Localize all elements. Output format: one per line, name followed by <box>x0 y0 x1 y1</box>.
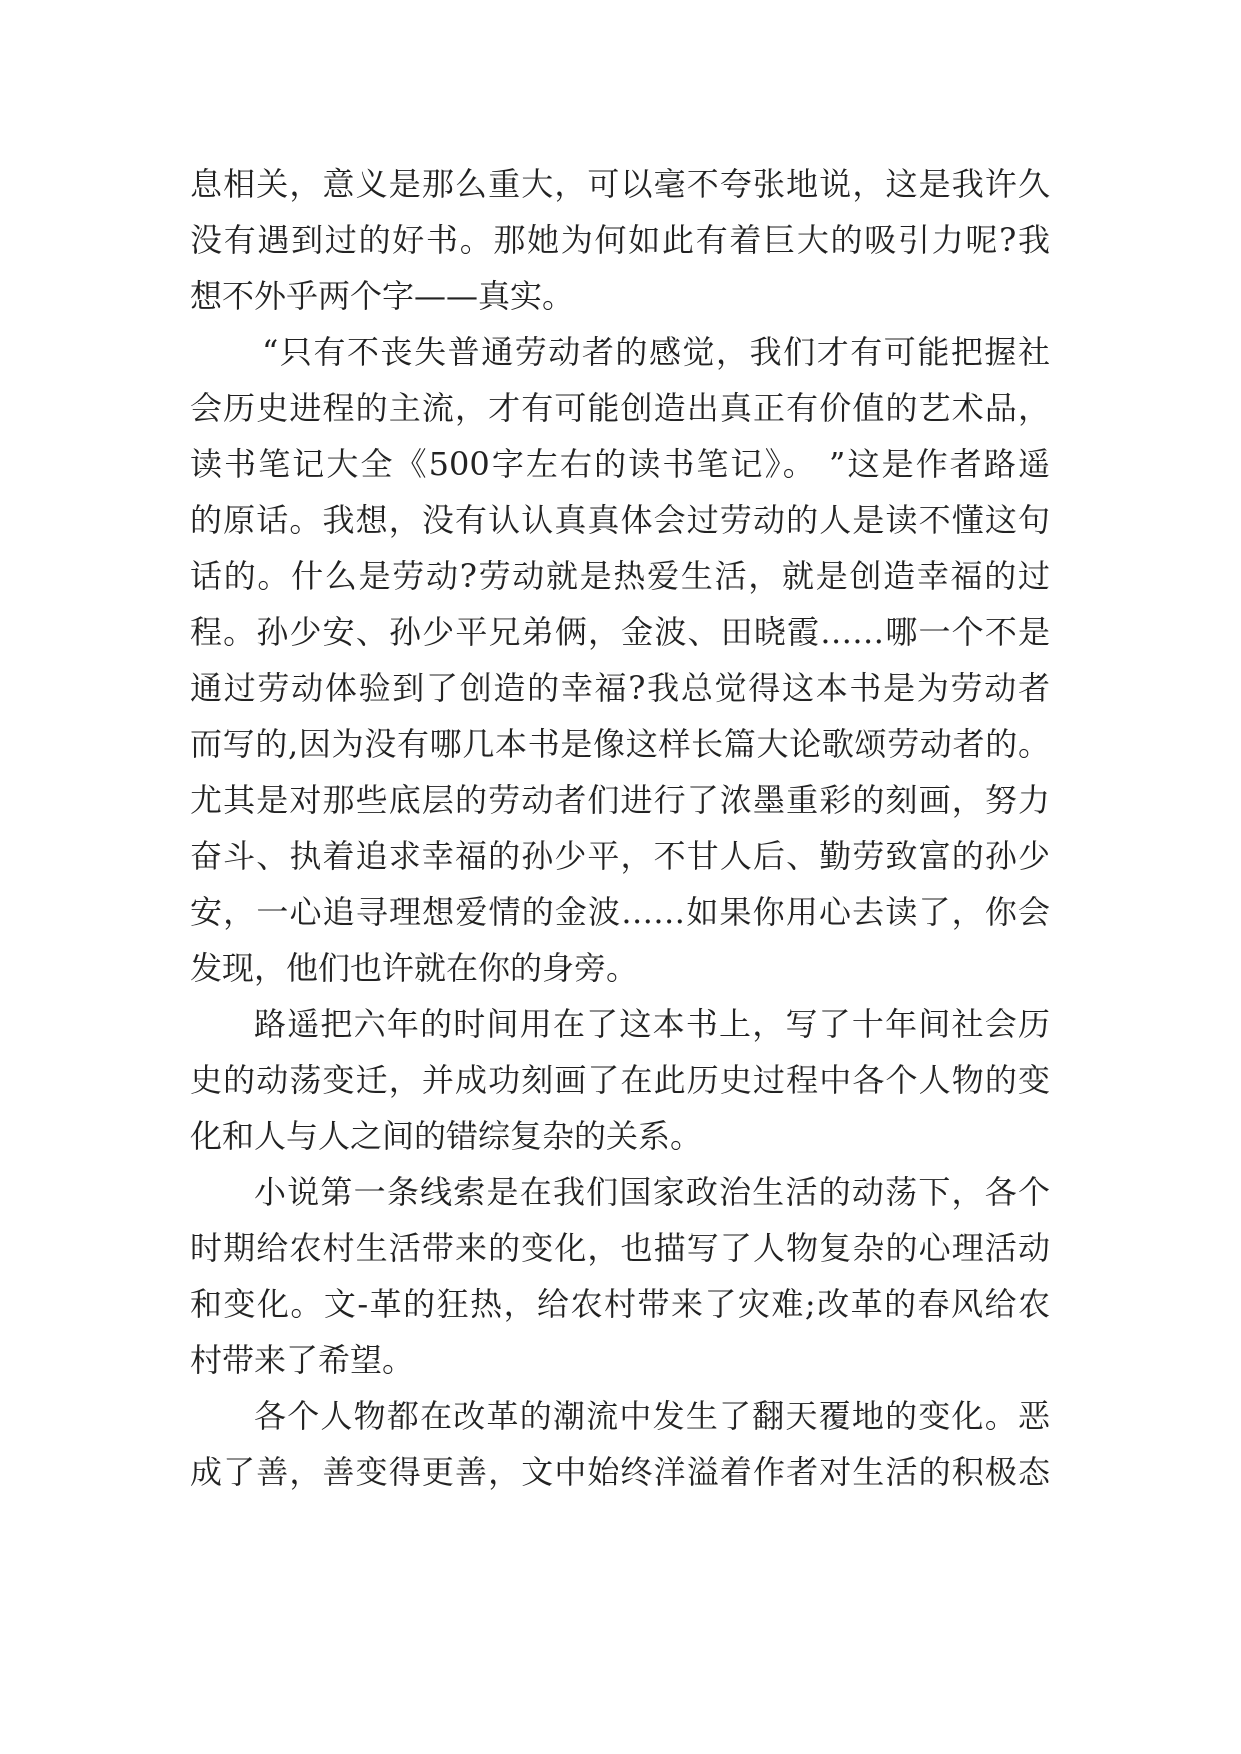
text-line: 奋斗、执着追求幸福的孙少平，不甘人后、勤劳致富的孙少 <box>190 837 1050 875</box>
text-line: 发现，他们也许就在你的身旁。 <box>190 949 639 987</box>
text-line: “只有不丧失普通劳动者的感觉，我们才有可能把握社 <box>262 333 1050 371</box>
text-line: 成了善，善变得更善，文中始终洋溢着作者对生活的积极态 <box>190 1453 1050 1491</box>
text-line: 程。孙少安、孙少平兄弟俩，金波、田晓霞……哪一个不是 <box>190 613 1050 651</box>
text-line: 的原话。我想，没有认认真真体会过劳动的人是读不懂这句 <box>190 501 1050 539</box>
text-line: 通过劳动体验到了创造的幸福?我总觉得这本书是为劳动者 <box>190 669 1050 707</box>
text-line: 史的动荡变迁，并成功刻画了在此历史过程中各个人物的变 <box>190 1061 1050 1099</box>
text-line: 村带来了希望。 <box>190 1341 415 1379</box>
body-text <box>190 156 1050 1500</box>
text-line: 息相关，意义是那么重大，可以毫不夸张地说，这是我许久 <box>190 165 1050 203</box>
text-line: 会历史进程的主流，才有可能创造出真正有价值的艺术品， <box>190 389 1050 427</box>
text-line: 化和人与人之间的错综复杂的关系。 <box>190 1117 703 1155</box>
paragraph <box>190 324 1050 996</box>
paragraph <box>190 156 1050 324</box>
text-line: 安，一心追寻理想爱情的金波……如果你用心去读了，你会 <box>190 893 1050 931</box>
text-line: 没有遇到过的好书。那她为何如此有着巨大的吸引力呢?我 <box>190 221 1050 259</box>
paragraph <box>190 996 1050 1164</box>
text-line: 读书笔记大全《500字左右的读书笔记》。 ”这是作者路遥 <box>190 445 1050 483</box>
text-line: 小说第一条线索是在我们国家政治生活的动荡下，各个 <box>254 1173 1050 1211</box>
text-line: 话的。什么是劳动?劳动就是热爱生活，就是创造幸福的过 <box>190 557 1050 595</box>
text-line: 路遥把六年的时间用在了这本书上，写了十年间社会历 <box>254 1005 1050 1043</box>
text-line: 各个人物都在改革的潮流中发生了翻天覆地的变化。恶 <box>254 1397 1050 1435</box>
text-line: 想不外乎两个字——真实。 <box>190 277 575 315</box>
text-line: 和变化。文-革的狂热，给农村带来了灾难;改革的春风给农 <box>190 1285 1050 1323</box>
text-line: 而写的,因为没有哪几本书是像这样长篇大论歌颂劳动者的。 <box>190 725 1050 763</box>
paragraph <box>190 1164 1050 1388</box>
text-line: 尤其是对那些底层的劳动者们进行了浓墨重彩的刻画，努力 <box>190 781 1050 819</box>
text-line: 时期给农村生活带来的变化，也描写了人物复杂的心理活动 <box>190 1229 1050 1267</box>
paragraph <box>190 1388 1050 1500</box>
